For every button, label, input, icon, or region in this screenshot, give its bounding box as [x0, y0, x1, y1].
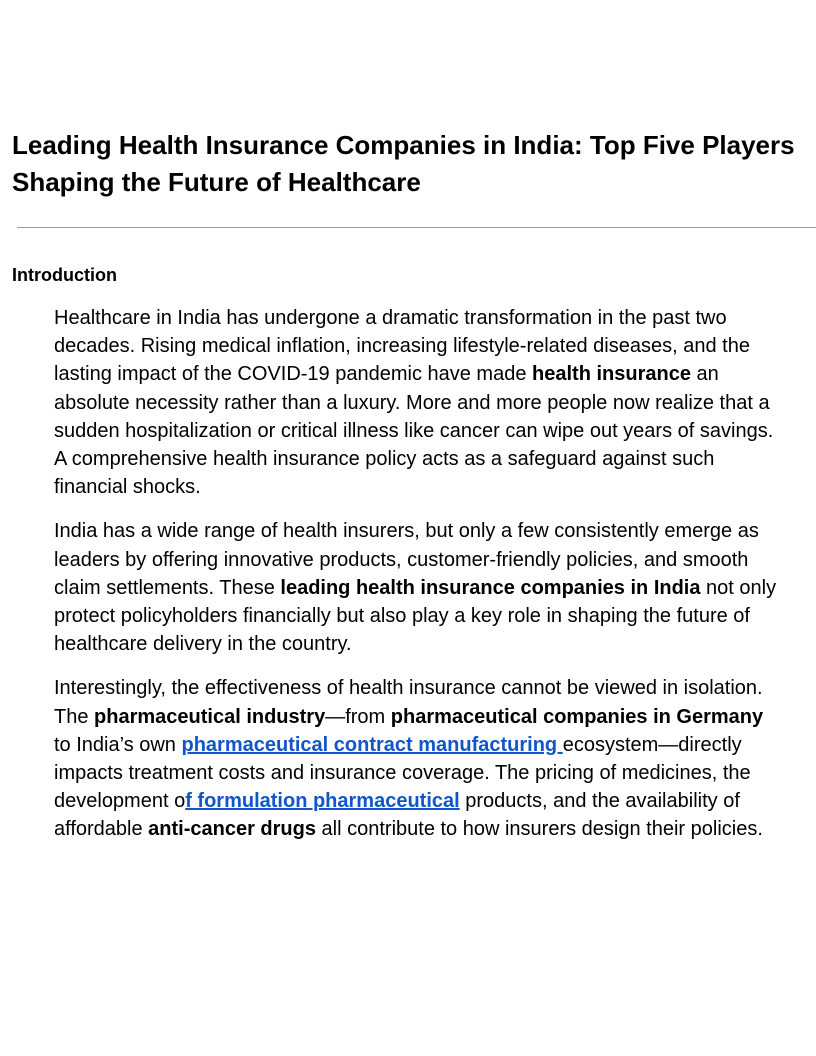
- hyperlink[interactable]: f formulation pharmaceutical: [185, 790, 460, 813]
- bold-text: leading health insurance companies in India: [280, 576, 701, 599]
- text-run: ecosystem—directly impacts treatment costs and insurance coverage. The pricing of medicines, the development o: [54, 733, 757, 813]
- bold-text: pharmaceutical industry: [94, 705, 326, 728]
- hyperlink[interactable]: pharmaceutical contract manufacturing: [181, 733, 563, 756]
- text-run: Healthcare in India has undergone a dramatic transformation in the past two decades. Rising medical inflation, increasing lifestyle-related diseases, and the lasting impact of the COVID-19 pandemic have made: [54, 307, 756, 386]
- text-run: products, and the availability of affordable: [54, 790, 746, 841]
- text-run: to India’s own: [54, 705, 769, 756]
- paragraph: [54, 304, 784, 501]
- text-run: not only protect policyholders financially but also play a key role in shaping the future of healthcare delivery in the country.: [54, 576, 782, 656]
- text-run: India has a wide range of health insurers, but only a few consistently emerge as leaders by offering innovative products, customer-friendly policies, and smooth claim settlements. These: [54, 520, 765, 599]
- text-run: all contribute to how insurers design their policies.: [315, 818, 763, 841]
- paragraph: [54, 674, 784, 843]
- bold-text: health insurance: [532, 363, 691, 386]
- section-heading-introduction: Introduction: [12, 265, 117, 285]
- bold-text: pharmaceutical companies in Germany: [390, 705, 764, 728]
- introduction-body: [54, 304, 784, 860]
- document-title: Leading Health Insurance Companies in India: Top Five Players Shaping the Future of Healthcare: [12, 130, 795, 197]
- text-run: Interestingly, the effectiveness of health insurance cannot be viewed in isolation. The: [54, 677, 768, 728]
- horizontal-divider: [17, 227, 816, 228]
- bold-text: anti-cancer drugs: [148, 818, 316, 841]
- text-run: an absolute necessity rather than a luxury. More and more people now realize that a sudden hospitalization or critical illness like cancer can wipe out years of savings. A comprehensive health insurance policy acts as a safeguard against such financial shocks.: [54, 363, 778, 499]
- paragraph: [54, 517, 784, 658]
- text-run: —from: [325, 705, 391, 728]
